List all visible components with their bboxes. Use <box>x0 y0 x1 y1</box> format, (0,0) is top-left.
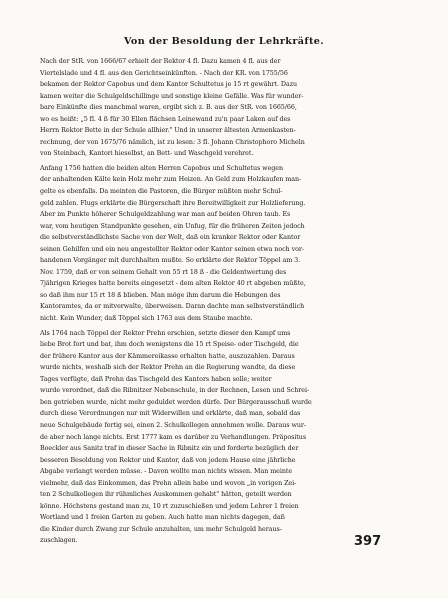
text-line: ten 2 Schulkollegen ihr rühmliches Auskommen gehabt" hätten, geteilt werden <box>40 491 292 499</box>
text-line: gelte es ebenfalls. Da meinten die Pastoren, die Bürger müßten mehr Schul- <box>40 188 283 196</box>
text-line: wo es heißt: „5 fl. 4 ß für 30 Ellen flächsen Leinewand zu'n paar Laken auf des <box>40 115 291 123</box>
text-line: von Steinbach, Kantori hieselbst, an Bett- und Waschgeld verehret. <box>40 150 254 158</box>
paragraph <box>40 56 412 160</box>
text-line: so daß ihm nur 15 rt 18 ß blieben. Man möge ihm darum die Hebungen des <box>40 291 281 299</box>
text-line: besseren Besoldung von Rektor und Kantor, daß von jedem Hause eine jährliche <box>40 456 296 464</box>
text-line: liebe Brot fort und bat, ihm doch wenigstens die 15 rt Speise- oder Tischgeld, die <box>40 341 299 349</box>
text-line: Herrn Rektor Bette in der Schule allhier." Und in unserer ältesten Armenkasten- <box>40 127 296 135</box>
text-line: Aber im Punkte höherer Schulgeldzahlung war man auf beiden Ohren taub. Es <box>40 211 291 219</box>
text-line: 7jährigen Krieges hatte bereits eingesetzt - dem alten Rektor 40 rt abgeben müßte, <box>40 280 306 288</box>
text-line: Tages verfügte, daß Prehn das Tischgeld des Kantors haben solle; weiter <box>40 375 272 383</box>
text-line: kamen weiter die Schulgeldschillinge und sonstige kleine Gefälle. Was für wunder- <box>40 92 304 100</box>
text-line: bekamen der Rektor Capobus und dem Kantor Schultetus je 15 rt gewährt. Dazu <box>40 81 298 89</box>
text-line: rechnung, der von 1675/76 nämlich, ist zu lesen: 3 fl. Johann Christophoro Micheln <box>40 138 305 146</box>
text-line: durch diese Verordnungen nur mit Widerwillen und erklärte, daß man, sobald das <box>40 410 301 418</box>
text-line: Nach der StR. von 1666/67 erhielt der Rektor 4 fl. Dazu kamen 4 fl. aus der <box>40 58 281 65</box>
text-line: Wortland und 1 freien Garten zu geben. Auch hatte man nichts dagegen, daß <box>40 514 285 522</box>
text-line: wurde nichts, weshalb sich der Rektor Prehn an die Regierung wandte, da diese <box>40 364 296 372</box>
text-line: nicht. Kein Wunder, daß Töppel sich 1763 aus dem Staube machte. <box>40 315 253 323</box>
text-line: Kantoramtes, da er mitverwalte, überweisen. Daran dachte man selbstverständlich <box>40 303 305 311</box>
body-text <box>40 56 412 550</box>
page-number: 397 <box>354 534 382 549</box>
text-line: wurde verordnet, daß die Ribnitzer Nebenschule, in der Rechnen, Lesen und Schrei- <box>40 387 310 395</box>
text-line: könne. Höchstens gestand man zu, 10 rt zuzuschießen und jedem Lehrer 1 freien <box>40 502 299 510</box>
text-line: vielmehr, daß das Einkommen, das Prehn allein habe und wovon „in vorigen Zei- <box>40 479 297 487</box>
text-line: der anhaltenden Kälte kein Holz mehr zum Heizen. An Geld zum Holzkaufen man- <box>40 176 302 184</box>
text-line: die selbstverständlichste Sache von der Welt, daß ein kranker Rektor oder Kantor <box>40 234 301 242</box>
text-line: handenen Vorgänger mit durchhalten mußte. So erklärte der Rektor Töppel am 3. <box>40 257 301 265</box>
text-line: zuschlagen. <box>40 537 78 545</box>
paragraph <box>40 163 412 325</box>
text-line: Nov. 1759, daß er von seinem Gehalt von 55 rt 18 ß - die Geldentwertung des <box>40 268 287 276</box>
text-line: ben getrieben wurde, nicht mehr geduldet werden dürfe. Der Bürgerausschuß wurde <box>40 398 312 406</box>
text-line: Als 1764 nach Töppel der Rektor Prehn erschien, setzte dieser den Kampf ums <box>40 329 291 337</box>
text-line: de aber noch lange nichts. Erst 1777 kam es darüber zu Verhandlungen. Präpositus <box>40 433 307 441</box>
text-line: war, vom heutigen Standpunkte gesehen, ein Unfug, für die früheren Zeiten jedoch <box>40 222 305 230</box>
text-line: seinen Gehilfen und ein neu angestellter Rektor oder Kantor seinen etwa noch vor- <box>40 245 304 253</box>
text-line: Boeckler aus Sanitz traf in dieser Sache in Ribnitz ein und forderte bezüglich der <box>40 445 299 453</box>
section-heading: Von der Besoldung der Lehrkräfte. <box>123 36 325 47</box>
text-line: Abgabe verlangt werden müsse. - Davon wollte man nichts wissen. Man meinte <box>40 468 293 476</box>
text-line: geld zahlen. Flugs erklärte die Bürgerschaft ihre Bereitwilligkeit zur Holzlieferung. <box>40 199 306 207</box>
text-line: neue Schulgebäude fertig sei, einen 2. Schulkollegen annehmen wolle. Daraus wur- <box>40 421 307 429</box>
paragraph <box>40 328 412 547</box>
text-line: bare Einkünfte dies manchmal waren, ergibt sich z. B. aus der StR. von 1665/66, <box>40 104 297 112</box>
text-line: Anfang 1756 hatten die beiden alten Herren Capobus und Schultetus wegen <box>40 164 284 172</box>
text-line: Viertelslade und 4 fl. aus den Gerichtseinkünften. - Nach der KR. von 1755/56 <box>40 69 288 77</box>
text-line: der frühere Kantor aus der Kämmereikasse erhalten hatte, auszuzahlen. Daraus <box>40 352 295 360</box>
text-line: die Kinder durch Zwang zur Schule anzuhalten, um mehr Schulgeld heraus- <box>40 525 282 533</box>
